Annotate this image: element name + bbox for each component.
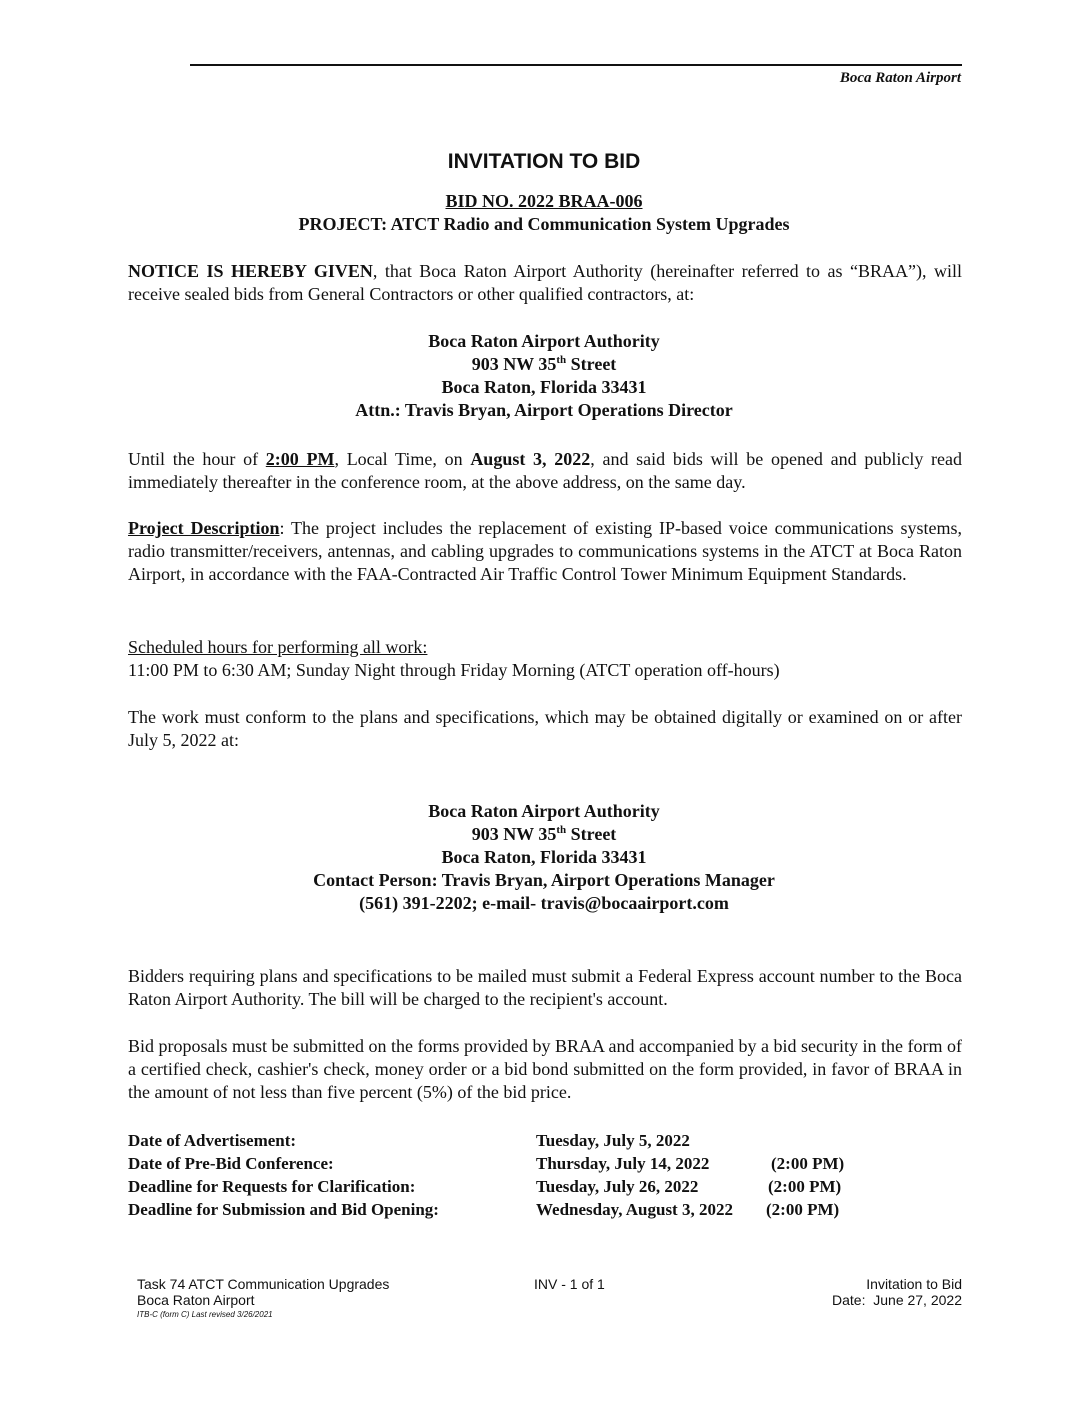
address2-contact: Contact Person: Travis Bryan, Airport Operations Manager bbox=[313, 870, 775, 890]
project-description-label: Project Description bbox=[128, 518, 280, 538]
footer-page-number: INV - 1 of 1 bbox=[534, 1276, 605, 1292]
footer-left-line2: Boca Raton Airport bbox=[137, 1292, 255, 1308]
project-description: Project Description: The project includes the replacement of existing IP-based voice communications systems, radio transmitter/receivers, antennas, and cabling upgrades to communications systems in the ATCT at Boca Raton Airport, in accordance with the FAA-Contracted Air Traffic Control Tower Minimum Equipment Standards. bbox=[128, 518, 962, 584]
address2-phone-email: (561) 391-2202; e-mail- travis@bocaairport.com bbox=[359, 893, 729, 913]
plans-paragraph: The work must conform to the plans and specifications, which may be obtained digitally or examined on or after July 5, 2022 at: bbox=[128, 707, 962, 750]
header-rule bbox=[190, 64, 962, 66]
footer-date: Date: June 27, 2022 bbox=[832, 1292, 962, 1308]
address1-attn: Attn.: Travis Bryan, Airport Operations Director bbox=[355, 400, 733, 420]
project-title: PROJECT: ATCT Radio and Communication System Upgrades bbox=[298, 214, 790, 234]
notice-lead: NOTICE IS HEREBY GIVEN bbox=[128, 261, 373, 281]
proposal-paragraph: Bid proposals must be submitted on the forms provided by BRAA and accompanied by a bid security in the form of a certified check, cashier's check, money order or a bid bond submitted on the form provided, in favor of BRAA in the amount of not less than five percent (5%) of the bid price. bbox=[128, 1036, 962, 1102]
footer-form-revision: ITB-C (form C) Last revised 3/26/2021 bbox=[137, 1310, 273, 1319]
address2-line1: Boca Raton Airport Authority bbox=[428, 801, 660, 821]
header-organization: Boca Raton Airport bbox=[839, 70, 961, 86]
address1-city: Boca Raton, Florida 33431 bbox=[441, 377, 647, 397]
address1-line1: Boca Raton Airport Authority bbox=[428, 331, 660, 351]
schedule-block bbox=[128, 636, 962, 682]
page-title: INVITATION TO BID bbox=[447, 150, 641, 173]
deadline-paragraph: Until the hour of 2:00 PM, Local Time, on August 3, 2022, and said bids will be opened and publicly read immediately thereafter in the conference room, at the above address, on the same day. bbox=[128, 449, 962, 492]
schedule-text: 11:00 PM to 6:30 AM; Sunday Night through Friday Morning (ATCT operation off-hours) bbox=[128, 660, 780, 680]
schedule-label: Scheduled hours for performing all work: bbox=[128, 637, 428, 657]
mailing-paragraph: Bidders requiring plans and specifications to be mailed must submit a Federal Express account number to the Boca Raton Airport Authority. The bill will be charged to the recipient's account. bbox=[128, 966, 962, 1009]
footer-left-line1: Task 74 ATCT Communication Upgrades bbox=[137, 1276, 390, 1292]
footer-right-line1: Invitation to Bid bbox=[866, 1276, 962, 1292]
notice-paragraph: NOTICE IS HEREBY GIVEN, that Boca Raton Airport Authority (hereinafter referred to as “BRAA”), will receive sealed bids from General Contractors or other qualified contractors, at: bbox=[128, 261, 962, 304]
address2-street: 903 NW 35th Street bbox=[471, 824, 617, 844]
bid-number: BID NO. 2022 BRAA-006 bbox=[445, 191, 643, 211]
address2-city: Boca Raton, Florida 33431 bbox=[441, 847, 647, 867]
address1-street: 903 NW 35th Street bbox=[471, 354, 617, 374]
